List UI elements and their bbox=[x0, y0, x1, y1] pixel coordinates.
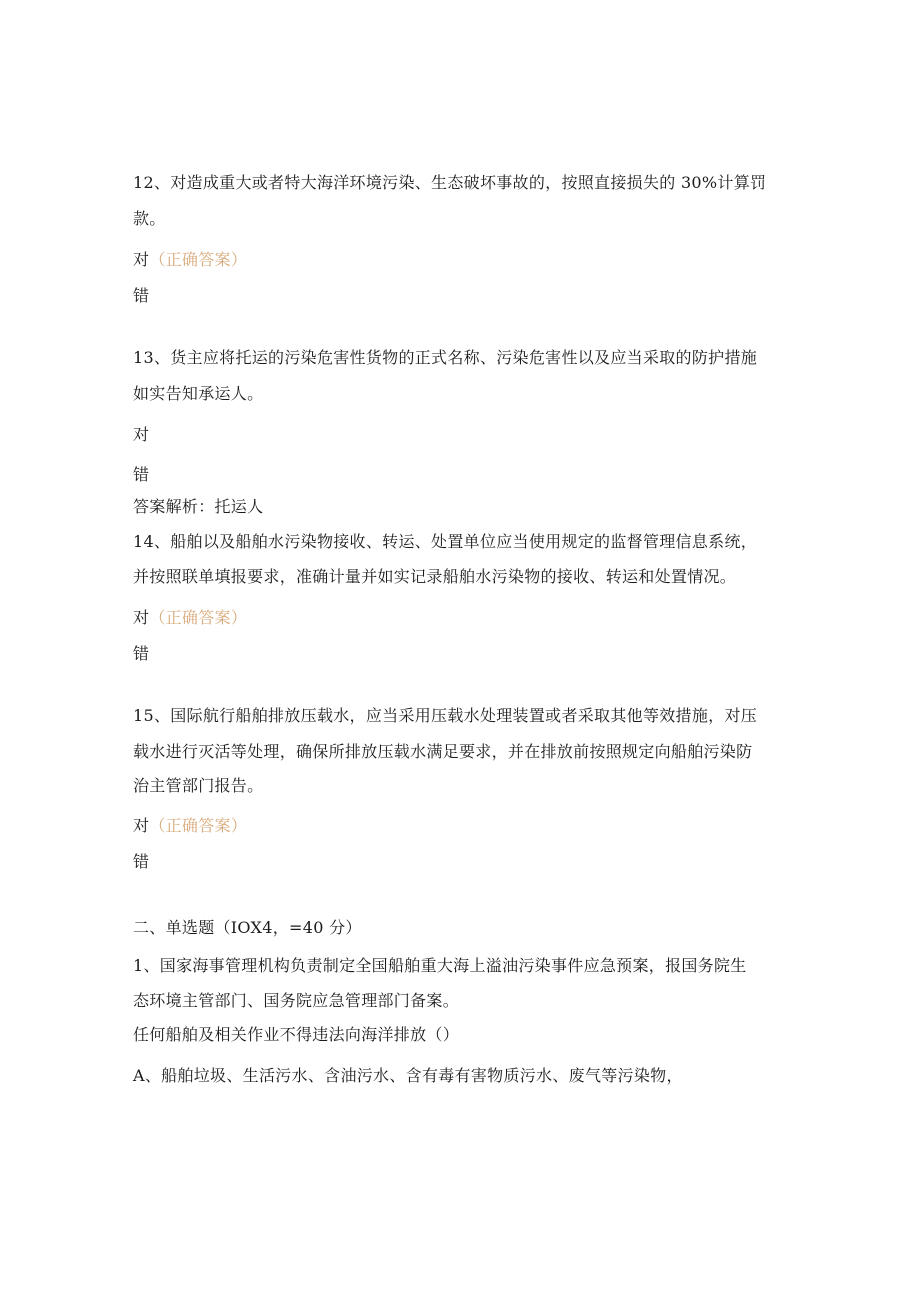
single-choice-1-line-2: 态环境主管部门、国务院应急管理部门备案。 bbox=[133, 991, 460, 1010]
single-choice-1-line-1: 1、国家海事管理机构负责制定全国船舶重大海上溢油污染事件应急预案，报国务院生 bbox=[133, 956, 747, 975]
question-12-line-2: 款。 bbox=[133, 209, 166, 228]
question-13-option-false[interactable]: 错 bbox=[133, 465, 150, 484]
question-12-line-1: 12、对造成重大或者特大海洋环境污染、生态破坏事故的，按照直接损失的 30%计算罚 bbox=[133, 173, 767, 192]
question-15-option-false[interactable]: 错 bbox=[133, 852, 150, 871]
option-true-label: 对 bbox=[133, 250, 150, 269]
question-13-option-true[interactable]: 对 bbox=[133, 425, 150, 444]
question-12-option-true[interactable] bbox=[133, 250, 793, 270]
question-15-line-1: 15、国际航行船舶排放压载水，应当采用压载水处理装置或者采取其他等效措施，对压 bbox=[133, 706, 758, 725]
option-true-label: 对 bbox=[133, 608, 150, 627]
single-choice-1-line-3: 任何船舶及相关作业不得违法向海洋排放（） bbox=[133, 1025, 460, 1044]
question-14-line-1: 14、船舶以及船舶水污染物接收、转运、处置单位应当使用规定的监督管理信息系统， bbox=[133, 532, 758, 551]
question-13-analysis: 答案解析：托运人 bbox=[133, 497, 264, 516]
question-14-option-true[interactable] bbox=[133, 608, 793, 628]
question-15-line-3: 治主管部门报告。 bbox=[133, 776, 264, 795]
correct-answer-mark: （正确答案） bbox=[149, 608, 248, 627]
question-13-line-2: 如实告知承运人。 bbox=[133, 384, 264, 403]
question-14-line-2: 并按照联单填报要求，准确计量并如实记录船舶水污染物的接收、转运和处置情况。 bbox=[133, 567, 737, 586]
question-12-option-false[interactable]: 错 bbox=[133, 286, 150, 305]
section-title: 二、单选题（IOX4，=40 分） bbox=[133, 918, 362, 937]
single-choice-1-option-a[interactable]: A、船舶垃圾、生活污水、含油污水、含有毒有害物质污水、废气等污染物， bbox=[133, 1066, 683, 1085]
question-13-line-1: 13、货主应将托运的污染危害性货物的正式名称、污染危害性以及应当采取的防护措施 bbox=[133, 348, 758, 367]
question-15-line-2: 载水进行灭活等处理，确保所排放压载水满足要求，并在排放前按照规定向船舶污染防 bbox=[133, 742, 753, 761]
question-14-option-false[interactable]: 错 bbox=[133, 644, 150, 663]
question-15-option-true[interactable] bbox=[133, 816, 793, 836]
option-true-label: 对 bbox=[133, 816, 150, 835]
correct-answer-mark: （正确答案） bbox=[149, 816, 248, 835]
correct-answer-mark: （正确答案） bbox=[149, 250, 248, 269]
